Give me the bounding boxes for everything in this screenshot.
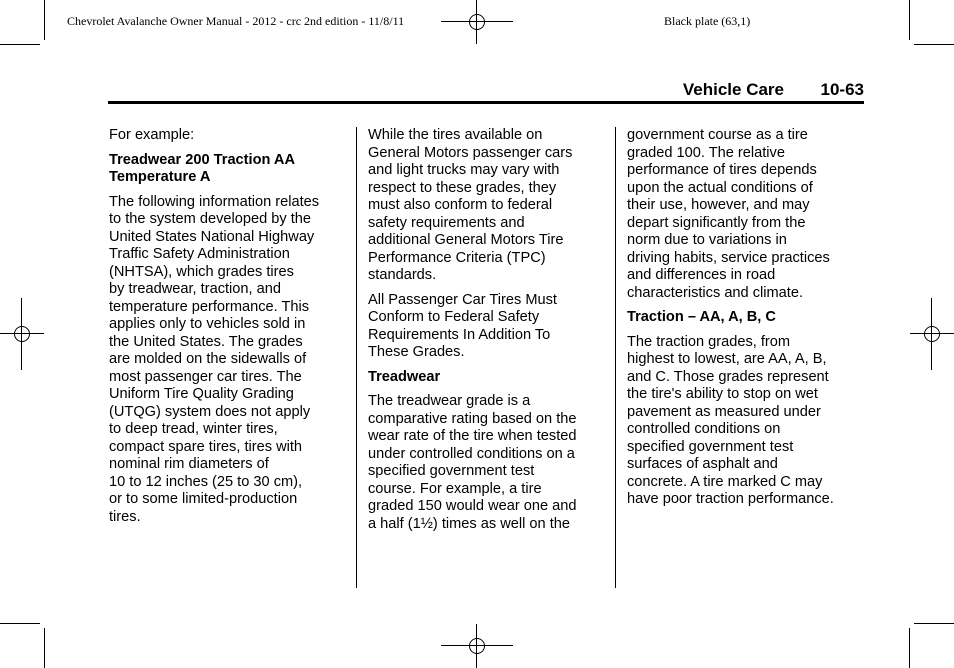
paragraph — [109, 127, 345, 145]
text-line: under controlled conditions on a — [368, 445, 575, 462]
text-line: safety requirements and — [368, 214, 525, 231]
text-line: their use, however, and may — [627, 197, 810, 213]
text-line: surfaces of asphalt and — [627, 456, 778, 472]
text-line: temperature performance. This — [109, 298, 310, 315]
text-line: Treadwear 200 Traction AA — [109, 151, 296, 168]
text-column-2 — [368, 127, 604, 540]
section-title: Vehicle Care — [682, 80, 784, 99]
subheading — [368, 369, 604, 387]
text-line: comparative rating based on the — [368, 410, 577, 427]
text-column-3 — [627, 127, 863, 516]
crop-mark-top-right-h — [914, 44, 954, 45]
text-line: Conform to Federal Safety — [368, 309, 540, 325]
text-line: Treadwear — [368, 368, 441, 385]
text-line: and C. Those grades represent — [627, 368, 829, 385]
text-line: are molded on the sidewalls of — [109, 351, 307, 367]
text-line: applies only to vehicles sold in — [109, 316, 306, 332]
text-line: the tire's ability to stop on wet — [627, 386, 818, 402]
text-line: standards. — [368, 267, 437, 283]
text-line: pavement as measured under — [627, 403, 821, 420]
paragraph — [368, 292, 604, 362]
text-line: 10 to 12 inches (25 to 30 cm), — [109, 473, 303, 490]
text-line: While the tires available on — [368, 127, 543, 143]
text-line: or to some limited-production — [109, 491, 298, 507]
text-line: Traction – AA, A, B, C — [627, 309, 776, 325]
text-line: additional General Motors Tire — [368, 232, 564, 248]
text-line: The traction grades, from — [627, 333, 791, 350]
text-line: and differences in road — [627, 267, 776, 283]
text-line: specified government test — [368, 463, 535, 479]
column-divider-1 — [356, 127, 357, 588]
text-line: United States National Highway — [109, 228, 315, 245]
crop-mark-bottom-left-h — [0, 623, 40, 624]
subheading — [627, 309, 863, 327]
text-line: must also conform to federal — [368, 197, 553, 213]
text-line: Performance Criteria (TPC) — [368, 249, 546, 266]
text-line: controlled conditions on — [627, 421, 781, 437]
subheading — [109, 152, 345, 187]
text-line: wear rate of the tire when tested — [368, 428, 577, 444]
text-line: to deep tread, winter tires, — [109, 421, 278, 437]
text-line: (NHTSA), which grades tires — [109, 263, 294, 280]
header-rule — [108, 101, 864, 104]
text-line: depart significantly from the — [627, 214, 806, 231]
text-line: characteristics and climate. — [627, 284, 804, 301]
crop-mark-top-right-v — [909, 0, 910, 40]
text-line: compact spare tires, tires with — [109, 438, 303, 455]
crop-mark-bottom-right-h — [914, 623, 954, 624]
text-line: course. For example, a tire — [368, 480, 542, 497]
print-slug: Chevrolet Avalanche Owner Manual - 2012 - crc 2nd edition - 11/8/11 — [67, 14, 405, 28]
text-line: For example: — [109, 127, 195, 143]
text-line: (UTQG) system does not apply — [109, 403, 311, 420]
text-line: The treadwear grade is a — [368, 393, 531, 409]
text-line: graded 150 would wear one and — [368, 498, 577, 514]
registration-mark-right-icon — [910, 312, 954, 356]
paragraph — [627, 127, 863, 302]
text-line: specified government test — [627, 438, 794, 455]
text-line: to the system developed by the — [109, 211, 312, 227]
text-line: concrete. A tire marked C may — [627, 473, 823, 490]
column-divider-2 — [615, 127, 616, 588]
text-line: performance of tires depends — [627, 162, 817, 178]
text-line: Uniform Tire Quality Grading — [109, 386, 294, 402]
text-line: most passenger car tires. The — [109, 368, 302, 385]
text-line: government course as a tire — [627, 127, 808, 143]
paragraph — [368, 127, 604, 285]
text-line: graded 100. The relative — [627, 144, 785, 161]
text-line: nominal rim diameters of — [109, 456, 269, 472]
text-line: Requirements In Addition To — [368, 326, 551, 343]
text-line: by treadwear, traction, and — [109, 281, 281, 297]
text-line: the United States. The grades — [109, 333, 303, 350]
registration-mark-left-icon — [0, 312, 44, 356]
text-line: All Passenger Car Tires Must — [368, 291, 557, 308]
text-column-1 — [109, 127, 345, 533]
paragraph — [109, 194, 345, 527]
text-line: and light trucks may vary with — [368, 162, 560, 178]
text-line: These Grades. — [368, 344, 465, 360]
running-header — [108, 80, 864, 100]
text-line: driving habits, service practices — [627, 249, 830, 266]
page-number: 10-63 — [820, 80, 864, 99]
paragraph — [627, 334, 863, 509]
text-line: General Motors passenger cars — [368, 144, 573, 161]
text-line: respect to these grades, they — [368, 179, 557, 196]
plate-label: Black plate (63,1) — [664, 14, 751, 28]
text-line: upon the actual conditions of — [627, 179, 813, 196]
registration-mark-top-icon — [455, 0, 499, 44]
text-line: Traffic Safety Administration — [109, 246, 290, 262]
text-line: The following information relates — [109, 193, 320, 210]
text-line: have poor traction performance. — [627, 491, 834, 507]
text-line: Temperature A — [109, 169, 211, 185]
text-line: norm due to variations in — [627, 232, 787, 248]
crop-mark-bottom-right-v — [909, 628, 910, 668]
paragraph — [368, 393, 604, 533]
crop-mark-top-left-v — [44, 0, 45, 40]
text-line: highest to lowest, are AA, A, B, — [627, 351, 827, 367]
crop-mark-bottom-left-v — [44, 628, 45, 668]
text-line: tires. — [109, 508, 141, 525]
registration-mark-bottom-icon — [455, 624, 499, 668]
crop-mark-top-left-h — [0, 44, 40, 45]
text-line: a half (1½) times as well on the — [368, 515, 570, 532]
